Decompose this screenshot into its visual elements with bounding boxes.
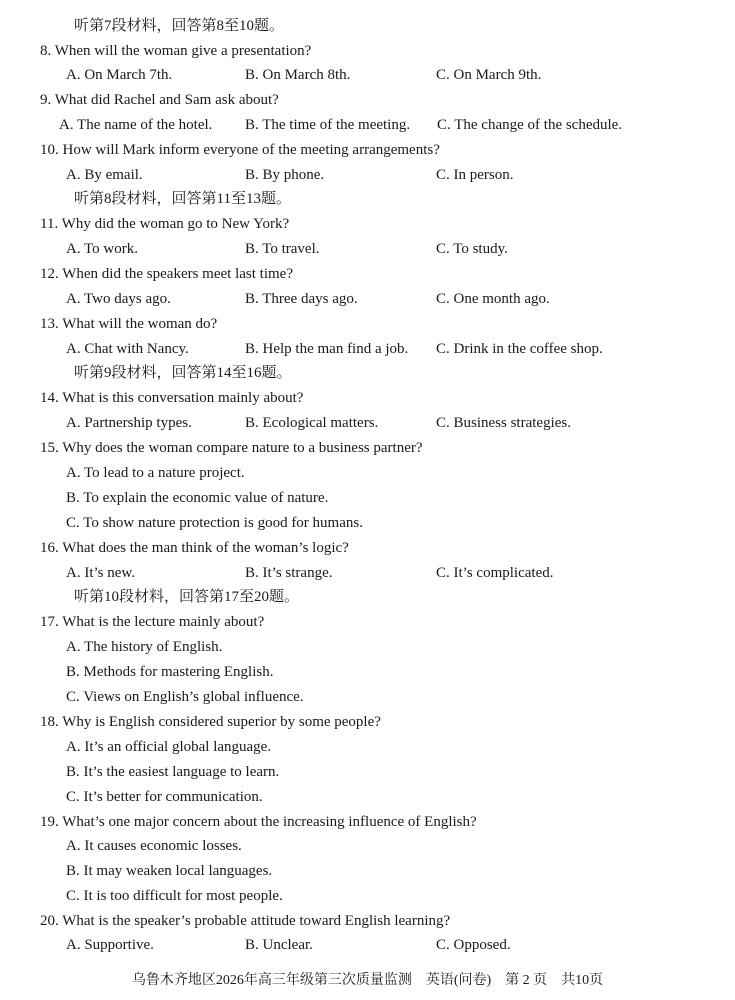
- question-stem: 8. When will the woman give a presentation?: [40, 43, 312, 59]
- option-b: B. It may weaken local languages.: [66, 863, 273, 879]
- option-a: A. To lead to a nature project.: [66, 465, 245, 481]
- question-stem: 18. Why is English considered superior by some people?: [40, 714, 381, 730]
- option-b: B. Help the man find a job.: [245, 341, 409, 357]
- section-heading: 听第7段材料，回答第8至10题。: [74, 18, 285, 34]
- option-a: A. Partnership types.: [66, 415, 192, 431]
- option-a: A. By email.: [66, 167, 143, 183]
- option-c: C. To study.: [436, 241, 508, 257]
- option-b: B. Methods for mastering English.: [66, 664, 274, 680]
- option-c: C. It’s complicated.: [436, 565, 554, 581]
- question-stem: 10. How will Mark inform everyone of the meeting arrangements?: [40, 142, 440, 158]
- option-c: C. It is too difficult for most people.: [66, 888, 283, 904]
- question-stem: 17. What is the lecture mainly about?: [40, 614, 265, 630]
- option-c: C. Drink in the coffee shop.: [436, 341, 603, 357]
- option-b: B. By phone.: [245, 167, 325, 183]
- question-stem: 12. When did the speakers meet last time?: [40, 266, 293, 282]
- section-heading: 听第9段材料，回答第14至16题。: [74, 365, 292, 381]
- option-a: A. It’s new.: [66, 565, 136, 581]
- option-b: B. To travel.: [245, 241, 320, 257]
- option-b: B. To explain the economic value of nature.: [66, 490, 329, 506]
- question-stem: 9. What did Rachel and Sam ask about?: [40, 92, 279, 108]
- option-a: A. Two days ago.: [66, 291, 171, 307]
- option-a: A. Supportive.: [66, 937, 154, 953]
- option-a: A. On March 7th.: [66, 67, 173, 83]
- option-c: C. One month ago.: [436, 291, 550, 307]
- question-stem: 13. What will the woman do?: [40, 316, 218, 332]
- option-c: C. Business strategies.: [436, 415, 571, 431]
- option-c: C. In person.: [436, 167, 514, 183]
- option-b: B. Ecological matters.: [245, 415, 379, 431]
- option-a: A. It causes economic losses.: [66, 838, 242, 854]
- option-c: C. Views on English’s global influence.: [66, 689, 304, 705]
- option-a: A. It’s an official global language.: [66, 739, 272, 755]
- question-stem: 20. What is the speaker’s probable attitude toward English learning?: [40, 913, 451, 929]
- option-a: A. The name of the hotel.: [59, 117, 213, 133]
- option-a: A. The history of English.: [66, 639, 223, 655]
- question-stem: 14. What is this conversation mainly about?: [40, 390, 304, 406]
- option-b: B. Three days ago.: [245, 291, 358, 307]
- question-stem: 15. Why does the woman compare nature to a business partner?: [40, 440, 423, 456]
- option-a: A. Chat with Nancy.: [66, 341, 189, 357]
- option-b: B. The time of the meeting.: [245, 117, 411, 133]
- question-stem: 19. What’s one major concern about the increasing influence of English?: [40, 814, 477, 830]
- option-c: C. Opposed.: [436, 937, 511, 953]
- option-b: B. It’s strange.: [245, 565, 333, 581]
- option-c: C. The change of the schedule.: [437, 117, 623, 133]
- question-stem: 16. What does the man think of the woman’s logic?: [40, 540, 349, 556]
- question-stem: 11. Why did the woman go to New York?: [40, 216, 290, 232]
- section-heading: 听第10段材料，回答第17至20题。: [74, 589, 300, 605]
- section-heading: 听第8段材料，回答第11至13题。: [74, 191, 291, 207]
- option-b: B. Unclear.: [245, 937, 313, 953]
- option-c: C. To show nature protection is good for humans.: [66, 515, 363, 531]
- page-footer: 乌鲁木齐地区2026年高三年级第三次质量监测 英语(问卷) 第 2 页 共10页: [131, 973, 604, 988]
- option-c: C. It’s better for communication.: [66, 789, 263, 805]
- option-b: B. It’s the easiest language to learn.: [66, 764, 280, 780]
- option-a: A. To work.: [66, 241, 139, 257]
- option-b: B. On March 8th.: [245, 67, 351, 83]
- option-c: C. On March 9th.: [436, 67, 542, 83]
